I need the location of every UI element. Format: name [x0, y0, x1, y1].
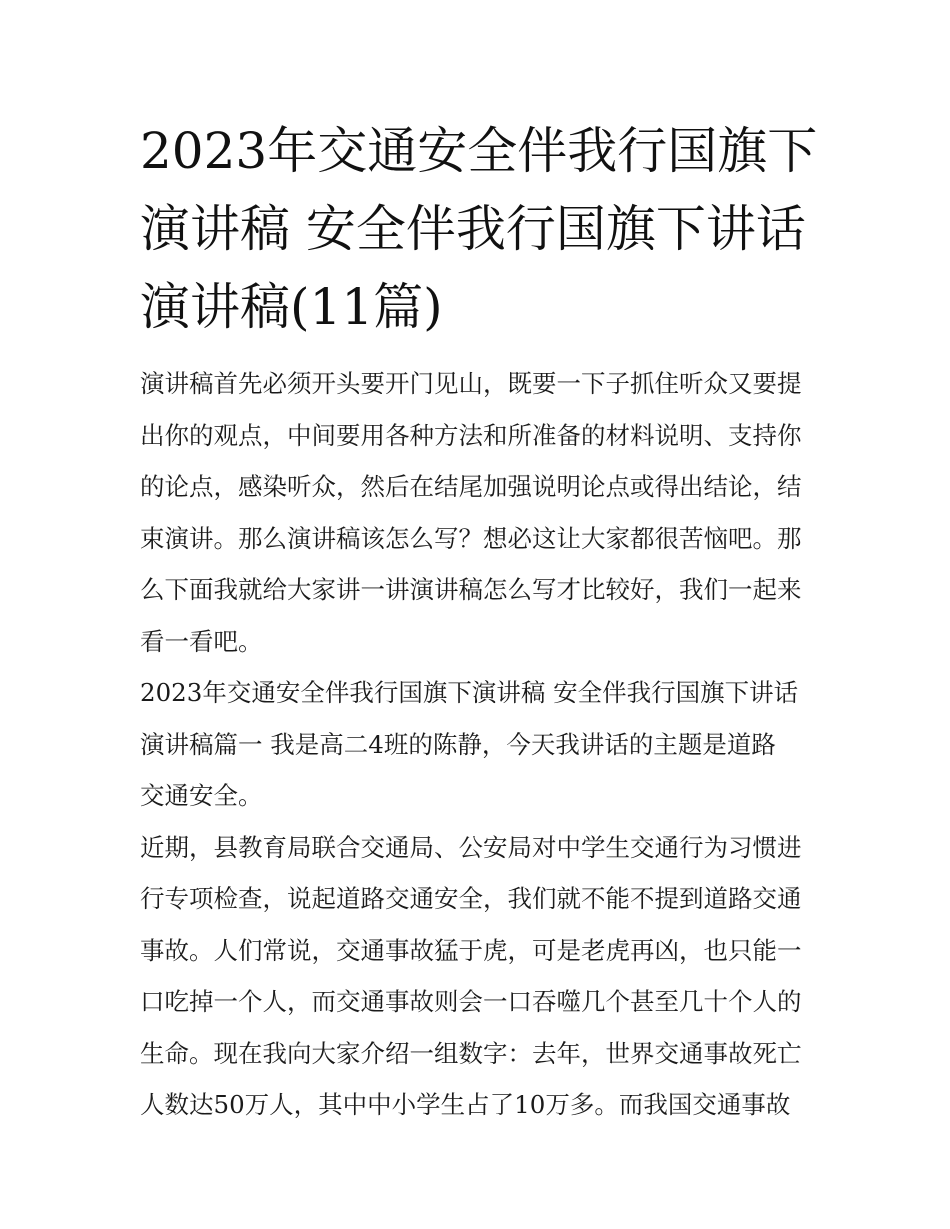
text-line: 束演讲。那么演讲稿该怎么写？想必这让大家都很苦恼吧。那 [140, 523, 802, 553]
body-paragraph [140, 822, 812, 1131]
text-line: 么下面我就给大家讲一讲演讲稿怎么写才比较好，我们一起来 [140, 575, 802, 604]
text-line: 交通安全。 [140, 781, 263, 810]
text-line: 看一看吧。 [140, 626, 263, 656]
text-line: 人数达50万人，其中中小学生占了10万多。而我国交通事故 [140, 1090, 791, 1119]
text-line: 生命。现在我向大家介绍一组数字：去年，世界交通事故死亡 [140, 1038, 802, 1068]
text-line: 的论点，感染听众，然后在结尾加强说明论点或得出结论，结 [140, 472, 802, 501]
title-line: 2023年交通安全伴我行国旗下 [140, 122, 818, 180]
document-title [140, 112, 818, 346]
document-content [140, 112, 818, 1131]
title-line: 演讲稿 安全伴我行国旗下讲话 [140, 200, 806, 258]
text-line: 出你的观点，中间要用各种方法和所准备的材料说明、支持你 [140, 420, 802, 450]
document-body [140, 358, 812, 1131]
text-line: 口吃掉一个人，而交通事故则会一口吞噬几个甚至几十个人的 [140, 987, 802, 1016]
intro-paragraph [140, 358, 812, 667]
text-line: 事故。人们常说，交通事故猛于虎，可是老虎再凶，也只能一 [140, 935, 802, 965]
text-line: 演讲稿首先必须开头要开门见山，既要一下子抓住听众又要提 [140, 369, 802, 398]
text-line: 行专项检查，说起道路交通安全，我们就不能不提到道路交通 [140, 884, 802, 913]
text-line: 演讲稿篇一 我是高二4班的陈静，今天我讲话的主题是道路 [140, 729, 776, 759]
speech-heading-paragraph [140, 667, 812, 822]
text-line: 近期，县教育局联合交通局、公安局对中学生交通行为习惯进 [140, 832, 802, 862]
title-line: 演讲稿(11篇) [140, 278, 443, 336]
text-line: 2023年交通安全伴我行国旗下演讲稿 安全伴我行国旗下讲话 [140, 678, 799, 707]
